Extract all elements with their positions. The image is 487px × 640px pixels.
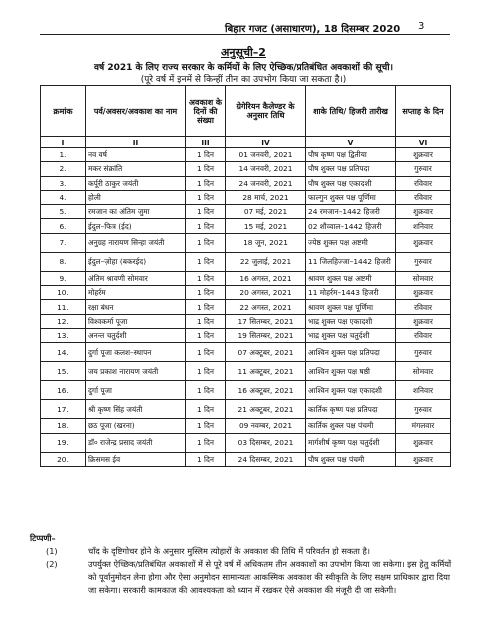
date-cell: 07 अक्टूबर, 2021 xyxy=(226,343,306,362)
weekday-cell: शुक्रवार xyxy=(396,286,451,300)
serial-cell: 10. xyxy=(41,286,86,300)
date-cell: 15 मई, 2021 xyxy=(226,219,306,233)
occasion-cell: नव वर्ष xyxy=(86,148,186,162)
date-cell: 07 मई, 2021 xyxy=(226,205,306,219)
weekday-cell: शुक्रवार xyxy=(396,233,451,252)
days-cell: 1 दिन xyxy=(186,205,226,219)
occasion-cell: रक्षा बंधन xyxy=(86,300,186,314)
hijri-date-cell: कार्तिक शुक्ल पक्ष पंचमी xyxy=(306,419,396,433)
date-cell: 22 जुलाई, 2021 xyxy=(226,252,306,271)
header-days: अवकाश के दिनों की संख्या xyxy=(186,86,226,137)
date-cell: 19 सितम्बर, 2021 xyxy=(226,328,306,342)
date-cell: 16 अगस्त, 2021 xyxy=(226,271,306,285)
date-cell: 03 दिसम्बर, 2021 xyxy=(226,433,306,452)
serial-cell: 19. xyxy=(41,433,86,452)
table-row xyxy=(41,433,451,452)
notes-heading: टिप्पणी– xyxy=(30,533,56,543)
table-row xyxy=(41,343,451,362)
table-row xyxy=(41,400,451,419)
hijri-date-cell: पौष शुक्ल पक्ष प्रतिपदा xyxy=(306,162,396,176)
roman-numeral-row xyxy=(41,137,451,148)
table-row xyxy=(41,452,451,466)
occasion-cell: ईदुल–फित्र (ईद) xyxy=(86,219,186,233)
table-row xyxy=(41,162,451,176)
schedule-note: (पूरे वर्ष में इनमें से किन्हीं तीन का उपभोग किया जा सकता है।) xyxy=(140,75,347,85)
serial-cell: 3. xyxy=(41,176,86,190)
weekday-cell: गुरुवार xyxy=(396,343,451,362)
occasion-cell: रमजान का अंतिम जुमा xyxy=(86,205,186,219)
date-cell: 20 अगस्त, 2021 xyxy=(226,286,306,300)
weekday-cell: शुक्रवार xyxy=(396,148,451,162)
serial-cell: 4. xyxy=(41,190,86,204)
date-cell: 28 मार्च, 2021 xyxy=(226,190,306,204)
serial-cell: 15. xyxy=(41,362,86,381)
note-label: (2) xyxy=(46,559,58,569)
table-row xyxy=(41,419,451,433)
weekday-cell: शुक्रवार xyxy=(396,314,451,328)
weekday-cell: गुरुवार xyxy=(396,252,451,271)
roman-cell: III xyxy=(186,137,226,148)
date-cell: 16 अक्टूबर, 2021 xyxy=(226,381,306,400)
note-item xyxy=(30,545,460,558)
table-row xyxy=(41,233,451,252)
days-cell: 1 दिन xyxy=(186,271,226,285)
hijri-date-cell: 11 मोहर्रम–1443 हिजरी xyxy=(306,286,396,300)
weekday-cell: सोमवार xyxy=(396,271,451,285)
notes-section xyxy=(30,532,460,597)
hijri-date-cell: मार्गशीर्ष कृष्ण पक्ष चतुर्दशी xyxy=(306,433,396,452)
serial-cell: 1. xyxy=(41,148,86,162)
table-row xyxy=(41,252,451,271)
table-row xyxy=(41,362,451,381)
hijri-date-cell: श्रावण शुक्ल पक्ष पूर्णिमा xyxy=(306,300,396,314)
days-cell: 1 दिन xyxy=(186,176,226,190)
hijri-date-cell: पौष शुक्ल पक्ष पंचमी xyxy=(306,452,396,466)
date-cell: 18 जून, 2021 xyxy=(226,233,306,252)
hijri-date-cell: पौष कृष्ण पक्ष द्वितीया xyxy=(306,148,396,162)
days-cell: 1 दिन xyxy=(186,190,226,204)
table-row xyxy=(41,314,451,328)
hijri-date-cell: फाल्गुन शुक्ल पक्ष पूर्णिमा xyxy=(306,190,396,204)
note-label: (1) xyxy=(46,546,58,556)
hijri-date-cell: कार्तिक कृष्ण पक्ष प्रतिपदा xyxy=(306,400,396,419)
days-cell: 1 दिन xyxy=(186,419,226,433)
date-cell: 21 अक्टूबर, 2021 xyxy=(226,400,306,419)
schedule-title: अनुसूची–2 xyxy=(221,46,266,59)
table-row xyxy=(41,148,451,162)
table-header-row xyxy=(41,86,451,137)
hijri-date-cell: आश्विन शुक्ल पक्ष एकादशी xyxy=(306,381,396,400)
roman-cell: II xyxy=(86,137,186,148)
weekday-cell: रविवार xyxy=(396,300,451,314)
serial-cell: 17. xyxy=(41,400,86,419)
date-cell: 11 अक्टूबर, 2021 xyxy=(226,362,306,381)
weekday-cell: रविवार xyxy=(396,328,451,342)
header-rule xyxy=(40,34,450,35)
days-cell: 1 दिन xyxy=(186,314,226,328)
note-item xyxy=(30,558,460,597)
roman-cell: IV xyxy=(226,137,306,148)
occasion-cell: मकर संक्रांति xyxy=(86,162,186,176)
serial-cell: 6. xyxy=(41,219,86,233)
days-cell: 1 दिन xyxy=(186,328,226,342)
weekday-cell: रविवार xyxy=(396,176,451,190)
serial-cell: 13. xyxy=(41,328,86,342)
date-cell: 24 दिसम्बर, 2021 xyxy=(226,452,306,466)
weekday-cell: मंगलवार xyxy=(396,419,451,433)
serial-cell: 20. xyxy=(41,452,86,466)
table-row xyxy=(41,205,451,219)
occasion-cell: होली xyxy=(86,190,186,204)
note-text: उपर्युक्त ऐच्छिक/प्रतिबंधित अवकाशों में से पूरे वर्ष में अधिकतम तीन अवकाशों का उपभोग किया जा सकेगा। इस हेतु कर्मियों को पूर्वानुमोदन लेना होगा और ऐसा अनुमोदन सामान्यतः आकस्मिक अवकाश की स्वीकृति के लिए सक्षम प्राधिकार द्वारा दिया जा सकेगा। सरकारी कामकाज की आवश्यकता को ध्यान में रखकर ऐसे अवकाश की मंजूरी दी जा सकेगी। xyxy=(88,559,452,595)
days-cell: 1 दिन xyxy=(186,233,226,252)
days-cell: 1 दिन xyxy=(186,148,226,162)
occasion-cell: अनुग्रह नारायण सिन्हा जयंती xyxy=(86,233,186,252)
table-row xyxy=(41,219,451,233)
weekday-cell: शनिवार xyxy=(396,381,451,400)
occasion-cell: अनन्त चतुर्दशी xyxy=(86,328,186,342)
page-number: 3 xyxy=(418,21,425,32)
occasion-cell: श्री कृष्ण सिंह जयंती xyxy=(86,400,186,419)
weekday-cell: शनिवार xyxy=(396,219,451,233)
roman-cell: V xyxy=(306,137,396,148)
schedule-subtitle: वर्ष 2021 के लिए राज्य सरकार के कर्मियों के लिए ऐच्छिक/प्रतिबंधित अवकाशों की सूची। xyxy=(94,63,393,73)
days-cell: 1 दिन xyxy=(186,219,226,233)
note-text: चाँद के दृष्टिगोचर होने के अनुसार मुस्लिम त्योहारों के अवकाश की तिथि में परिवर्तन हो सकता है। xyxy=(88,546,370,556)
table-row xyxy=(41,286,451,300)
days-cell: 1 दिन xyxy=(186,162,226,176)
roman-cell: VI xyxy=(396,137,451,148)
table-row xyxy=(41,381,451,400)
occasion-cell: छठ पूजा (खरना) xyxy=(86,419,186,433)
days-cell: 1 दिन xyxy=(186,400,226,419)
gazette-header: बिहार गजट (असाधारण), 18 दिसम्बर 2020 xyxy=(225,24,401,35)
serial-cell: 12. xyxy=(41,314,86,328)
occasion-cell: विश्वकर्मा पूजा xyxy=(86,314,186,328)
table-row xyxy=(41,176,451,190)
table-row xyxy=(41,190,451,204)
occasion-cell: जय प्रकाश नारायण जयंती xyxy=(86,362,186,381)
header-occasion: पर्व/अवसर/अवकाश का नाम xyxy=(86,86,186,137)
days-cell: 1 दिन xyxy=(186,286,226,300)
hijri-date-cell: पौष शुक्ल पक्ष एकादशी xyxy=(306,176,396,190)
occasion-cell: डॉ० राजेन्द्र प्रसाद जयंती xyxy=(86,433,186,452)
header-serial: क्रमांक xyxy=(41,86,86,137)
date-cell: 24 जनवरी, 2021 xyxy=(226,176,306,190)
days-cell: 1 दिन xyxy=(186,381,226,400)
hijri-date-cell: श्रावण शुक्ल पक्ष अष्टमी xyxy=(306,271,396,285)
table-row xyxy=(41,328,451,342)
weekday-cell: शुक्रवार xyxy=(396,433,451,452)
serial-cell: 2. xyxy=(41,162,86,176)
weekday-cell: गुरुवार xyxy=(396,162,451,176)
table-row xyxy=(41,300,451,314)
occasion-cell: दुर्गा पूजा xyxy=(86,381,186,400)
holiday-table xyxy=(40,85,451,467)
date-cell: 14 जनवरी, 2021 xyxy=(226,162,306,176)
roman-cell: I xyxy=(41,137,86,148)
days-cell: 1 दिन xyxy=(186,433,226,452)
hijri-date-cell: ज्येष्ठ शुक्ल पक्ष अष्टमी xyxy=(306,233,396,252)
date-cell: 01 जनवरी, 2021 xyxy=(226,148,306,162)
serial-cell: 18. xyxy=(41,419,86,433)
weekday-cell: सोमवार xyxy=(396,362,451,381)
serial-cell: 16. xyxy=(41,381,86,400)
occasion-cell: मोहर्रम xyxy=(86,286,186,300)
serial-cell: 5. xyxy=(41,205,86,219)
days-cell: 1 दिन xyxy=(186,362,226,381)
hijri-date-cell: 24 रमजान–1442 हिजरी xyxy=(306,205,396,219)
weekday-cell: शुक्रवार xyxy=(396,452,451,466)
date-cell: 17 सितम्बर, 2021 xyxy=(226,314,306,328)
days-cell: 1 दिन xyxy=(186,452,226,466)
serial-cell: 8. xyxy=(41,252,86,271)
weekday-cell: शुक्रवार xyxy=(396,205,451,219)
date-cell: 22 अगस्त, 2021 xyxy=(226,300,306,314)
serial-cell: 7. xyxy=(41,233,86,252)
days-cell: 1 दिन xyxy=(186,300,226,314)
hijri-date-cell: 11 जिलहिज्जा–1442 हिजरी xyxy=(306,252,396,271)
occasion-cell: दुर्गा पूजा कलश–स्थापन xyxy=(86,343,186,362)
table-row xyxy=(41,271,451,285)
date-cell: 09 नवम्बर, 2021 xyxy=(226,419,306,433)
weekday-cell: गुरुवार xyxy=(396,400,451,419)
occasion-cell: कर्पूरी ठाकुर जयंती xyxy=(86,176,186,190)
occasion-cell: क्रिसमस ईव xyxy=(86,452,186,466)
serial-cell: 11. xyxy=(41,300,86,314)
occasion-cell: ईदुल–ज़ोहा (बकरईद) xyxy=(86,252,186,271)
hijri-date-cell: आश्विन शुक्ल पक्ष षष्ठी xyxy=(306,362,396,381)
days-cell: 1 दिन xyxy=(186,343,226,362)
hijri-date-cell: 02 शौव्वाल–1442 हिजरी xyxy=(306,219,396,233)
hijri-date-cell: भाद्र शुक्ल पक्ष चतुर्दशी xyxy=(306,328,396,342)
serial-cell: 14. xyxy=(41,343,86,362)
header-gregorian-date: ग्रेगेरियन कैलेण्डर के अनुसार तिथि xyxy=(226,86,306,137)
header-shake-hijri-date: शाके तिथि/ हिजरी तारीख xyxy=(306,86,396,137)
header-weekday: सप्ताह के दिन xyxy=(396,86,451,137)
weekday-cell: रविवार xyxy=(396,190,451,204)
serial-cell: 9. xyxy=(41,271,86,285)
hijri-date-cell: आश्विन शुक्ल पक्ष प्रतिपदा xyxy=(306,343,396,362)
days-cell: 1 दिन xyxy=(186,252,226,271)
hijri-date-cell: भाद्र शुक्ल पक्ष एकादशी xyxy=(306,314,396,328)
occasion-cell: अंतिम श्रावणी सोमवार xyxy=(86,271,186,285)
